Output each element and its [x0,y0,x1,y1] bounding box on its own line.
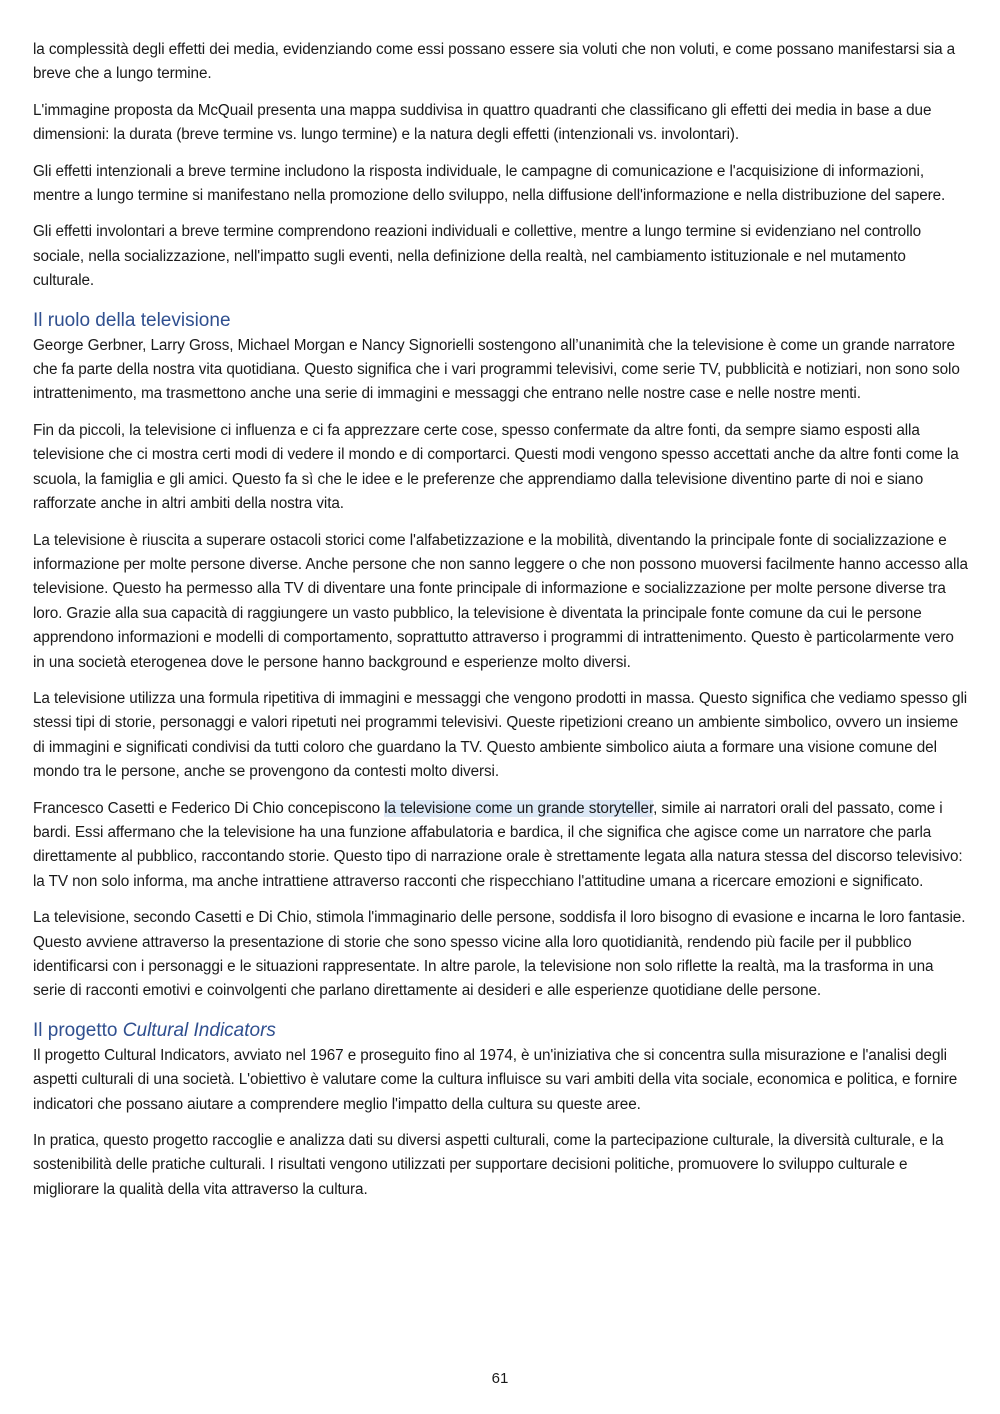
highlighted-text[interactable]: la televisione come un grande storyteller [384,799,654,817]
paragraph: L'immagine proposta da McQuail presenta una mappa suddivisa in quattro quadranti che classificano gli effetti dei media in base a due dimensioni: la durata (breve termine vs. lungo termine) e la natura degli effetti (intenzionali vs. involontari). [33,101,932,144]
paragraph: Gli effetti intenzionali a breve termine includono la risposta individuale, le campagne di comunicazione e l'acquisizione di informazioni, mentre a lungo termine si manifestano nella promozione dello sviluppo, nella diffusione dell'informazione e nella distribuzione del sapere. [33,162,946,205]
heading-prefix: Il progetto [33,1019,123,1041]
section-heading-cultural-indicators [33,1018,969,1044]
paragraph: La televisione, secondo Casetti e Di Chio, stimola l'immaginario delle persone, soddisfa il loro bisogno di evasione e incarna le loro fantasie. Questo avviene attraverso la presentazione di storie che sono spesso vicine alla loro quotidianità, rendendo più facile per il pubblico identificarsi con i personaggi e le situazioni rappresentate. In altre parole, la televisione non solo riflette la realtà, ma la trasforma in una serie di racconti emotivi e coinvolgenti che parlano direttamente ai desideri e alle esperienze quotidiane delle persone. [33,909,966,1000]
heading-italic: Cultural Indicators [122,1019,276,1041]
text-segment: , simile ai narratori orali del passato, come i bardi. Essi affermano che la televisione ha una funzione affabulatoria e bardica, il che significa che agisce come un narratore che parla direttamente al pubblico, raccontando storie. Questo tipo di narrazione orale è strettamente legata alla natura stessa del discorso televisivo: la TV non solo informa, ma anche intrattiene attraverso racconti che rispecchiano l'attitudine umana a ricercare emozioni e significato. [33,799,963,890]
paragraph: la complessità degli effetti dei media, evidenziando come essi possano essere sia voluti che non voluti, e come possano manifestarsi sia a breve che a lungo termine. [33,41,956,83]
text-segment: Francesco Casetti e Federico Di Chio concepiscono [33,799,385,817]
page-number: 61 [491,1370,509,1387]
paragraph: Il progetto Cultural Indicators, avviato nel 1967 e proseguito fino al 1974, è un'iniziativa che si concentra sulla misurazione e l'analisi degli aspetti culturali di una società. L'obiettivo è valutare come la cultura influisce su vari ambiti della vita sociale, economica e politica, e fornire indicatori che possano aiutare a comprendere meglio l'impatto della cultura su queste aree. [33,1046,958,1113]
paragraph: La televisione utilizza una formula ripetitiva di immagini e messaggi che vengono prodotti in massa. Questo significa che vediamo spesso gli stessi tipi di storie, personaggi e valori ripetuti nei programmi televisivi. Queste ripetizioni creano un ambiente simbolico, ovvero un insieme di immagini e significati condivisi da tutti coloro che guardano la TV. Questo ambiente simbolico aiuta a formare una visione comune del mondo tra le persone, anche se provengono da contesti molto diversi. [33,689,968,781]
paragraph: In pratica, questo progetto raccoglie e analizza dati su diversi aspetti culturali, come la partecipazione culturale, la diversità culturale, e la sostenibilità delle pratiche culturali. I risultati vengono utilizzati per supportare decisioni politiche, promuovere lo sviluppo culturale e migliorare la qualità della vita attraverso la cultura. [33,1132,944,1198]
section-heading-tv: Il ruolo della televisione [33,309,231,331]
paragraph: Fin da piccoli, la televisione ci influenza e ci fa apprezzare certe cose, spesso confermate da altre fonti, da sempre siamo esposti alla televisione che ci mostra certi modi di vedere il mondo e di comportarci. Questi modi vengono spesso accettati anche da altre fonti come la scuola, la famiglia e gli amici. Questo fa sì che le idee e le preferenze che apprendiamo dalla televisione diventino parte di noi e siano rafforzate anche in altri ambiti della nostra vita. [33,421,959,513]
paragraph-with-highlight [33,797,969,895]
paragraph: George Gerbner, Larry Gross, Michael Morgan e Nancy Signorielli sostengono all’unanimità che la televisione è come un grande narratore che fa parte della nostra vita quotidiana. Questo significa che i vari programmi televisivi, come serie TV, pubblicità e notiziari, non sono solo intrattenimento, ma trasmettono anche una serie di immagini e messaggi che entrano nelle nostre case e nelle nostre menti. [33,336,960,403]
document-page [33,38,969,1214]
paragraph: La televisione è riuscita a superare ostacoli storici come l'alfabetizzazione e la mobilità, diventando la principale fonte di socializzazione e informazione per molte persone diverse. Anche persone che non sanno leggere o che non possono muoversi facilmente hanno accesso alla televisione. Questo ha permesso alla TV di diventare una fonte principale di informazione e socializzazione per molte persone diverse tra loro. Grazie alla sua capacità di raggiungere un vasto pubblico, la televisione è diventata la principale fonte comune da cui le persone apprendono informazioni e modelli di comportamento, soprattutto attraverso i programmi di intrattenimento. Questo è particolarmente vero in una società eterogenea dove le persone hanno background e esperienze molto diversi. [33,531,968,671]
paragraph: Gli effetti involontari a breve termine comprendono reazioni individuali e collettive, mentre a lungo termine si evidenziano nel controllo sociale, nella socializzazione, nell'impatto sugli eventi, nella definizione della realtà, nel cambiamento istituzionale e nel mutamento culturale. [33,223,922,290]
